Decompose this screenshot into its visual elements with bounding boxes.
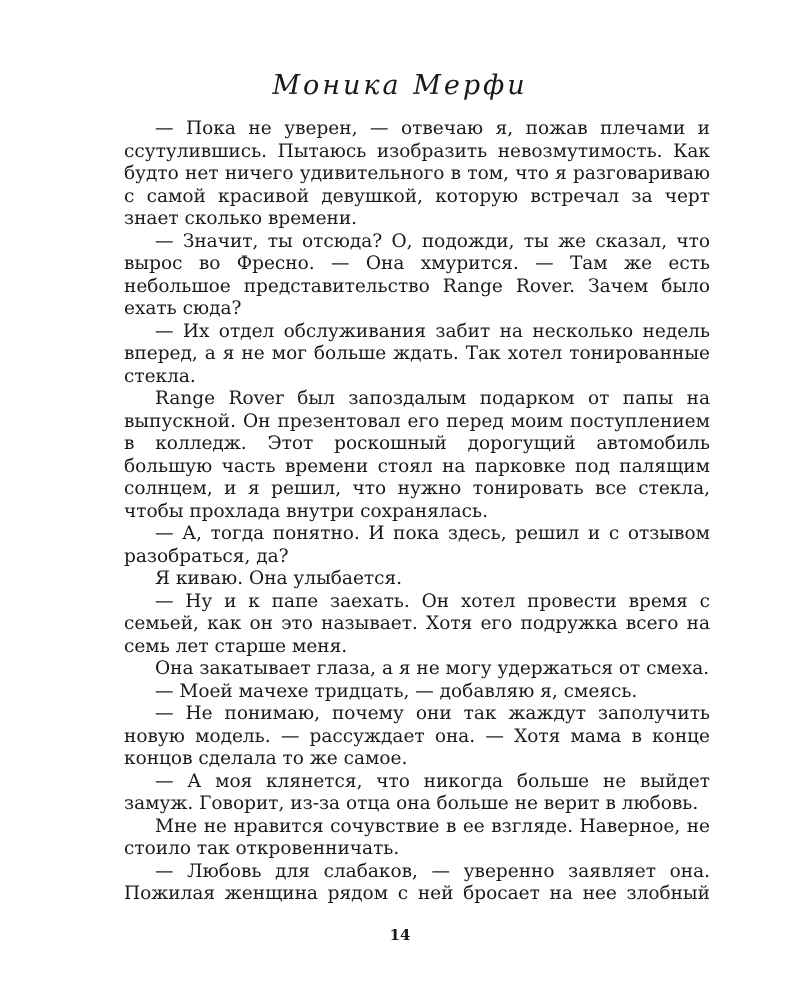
paragraph: — А, тогда понятно. И пока здесь, решил и с отзывом разобраться, да? — [124, 523, 710, 567]
paragraph: — А моя клянется, что никогда больше не выйдет замуж. Говорит, из-за отца она больше не верит в любовь. — [124, 770, 710, 814]
paragraph: — Значит, ты отсюда? О, подожди, ты же сказал, что вырос во Фресно. — Она хмурится. — Там же есть небольшое представительство Range Rover. Зачем было ехать сюда? — [124, 230, 710, 319]
paragraph: Range Rover был запоздалым подарком от папы на выпускной. Он презентовал его перед моим поступлением в колледж. Этот роскошный дорогущий автомобиль большую часть времени стоял на парковке под палящим солнцем, и я решил, что нужно тонировать все стекла, чтобы прохлада внутри сохранялась. — [124, 388, 710, 522]
body-text — [124, 118, 710, 906]
paragraph: — Моей мачехе тридцать, — добавляю я, смеясь. — [155, 680, 638, 702]
paragraph: — Ну и к папе заехать. Он хотел провести время с семьей, как он это называет. Хотя его подружка всего на семь лет старше меня. — [124, 590, 710, 657]
paragraph: Она закатывает глаза, а я не могу удержаться от смеха. — [155, 658, 710, 679]
paragraph: — Пока не уверен, — отвечаю я, пожав плечами и ссутулившись. Пытаюсь изобразить невозмутимость. Как будто нет ничего удивительного в том, что я разговариваю с самой красивой девушкой, которую встречал за черт знает сколько времени. — [124, 118, 710, 229]
paragraph: — Их отдел обслуживания забит на несколько недель вперед, а я не мог больше ждать. Так хотел тонированные стекла. — [124, 320, 710, 387]
paragraph: — Любовь для слабаков, — уверенно заявляет она. Пожилая женщина рядом с ней бросает на нее злобный — [124, 860, 710, 904]
page-number: 14 — [389, 926, 411, 944]
running-header-author: Моника Мерфи — [272, 70, 528, 101]
paragraph: — Не понимаю, почему они так жаждут заполучить новую модель. — рассуждает она. — Хотя мама в конце концов сделала то же самое. — [124, 703, 710, 769]
paragraph: Я киваю. Она улыбается. — [155, 568, 403, 589]
paragraph: Мне не нравится сочувствие в ее взгляде. Наверное, не стоило так откровенничать. — [124, 815, 710, 859]
